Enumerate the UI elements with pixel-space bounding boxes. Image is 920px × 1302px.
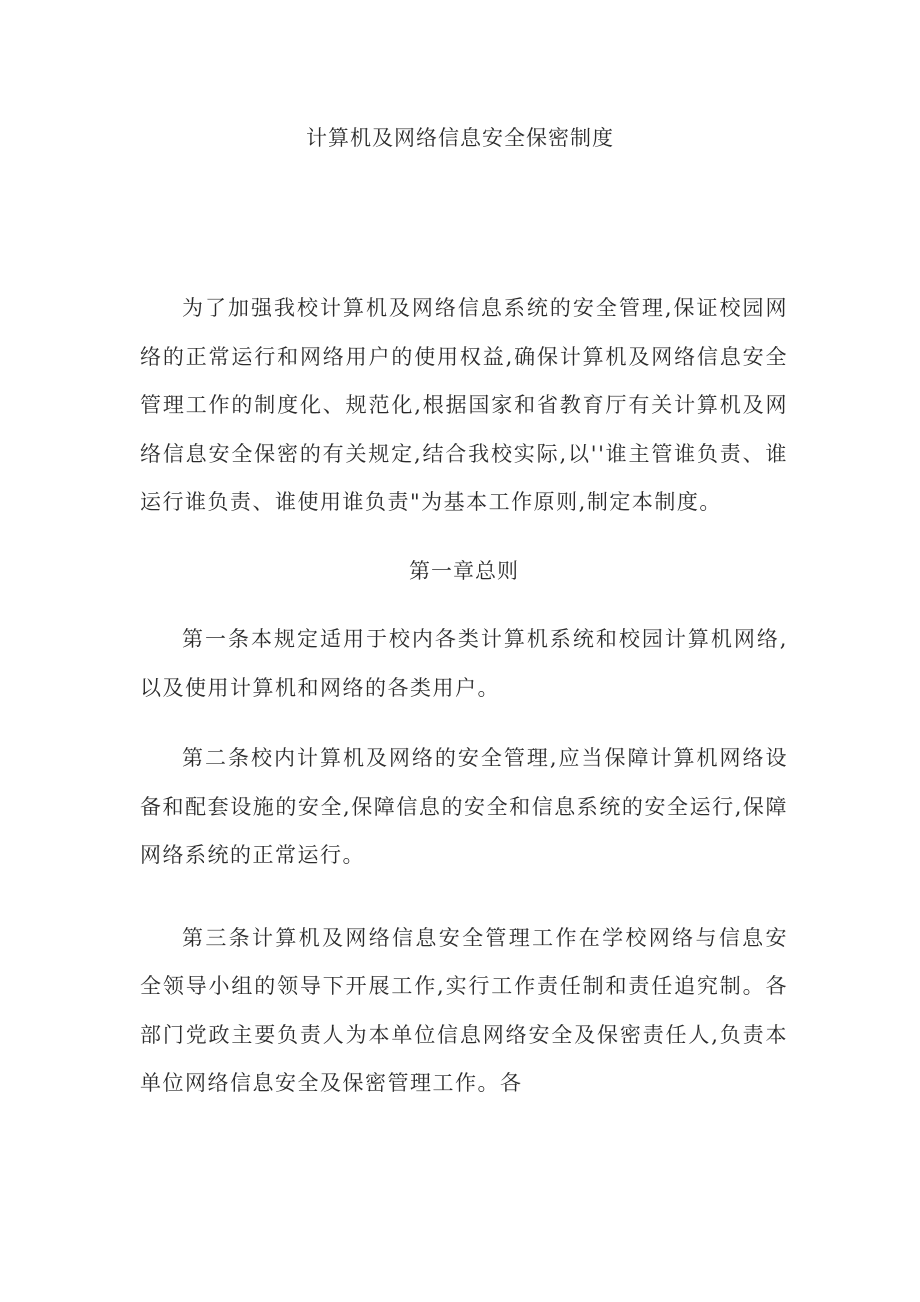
intro-paragraph: 为了加强我校计算机及网络信息系统的安全管理,保证校园网络的正常运行和网络用户的使用权益,确保计算机及网络信息安全管理工作的制度化、规范化,根据国家和省教育厅有关计算机及网络信息安全保密的有关规定,结合我校实际,以''谁主管谁负责、谁运行谁负责、谁使用谁负责"为基本工作原则,制定本制度。 <box>140 296 788 514</box>
document-body <box>140 284 788 1108</box>
article-1: 第一条本规定适用于校内各类计算机系统和校园计算机网络,以及使用计算机和网络的各类用户。 <box>140 627 788 700</box>
chapter-heading: 第一章总则 <box>409 558 519 583</box>
document-title: 计算机及网络信息安全保密制度 <box>306 126 614 150</box>
article-2: 第二条校内计算机及网络的安全管理,应当保障计算机网络设备和配套设施的安全,保障信息的安全和信息系统的安全运行,保障网络系统的正常运行。 <box>140 746 788 867</box>
article-3: 第三条计算机及网络信息安全管理工作在学校网络与信息安全领导小组的领导下开展工作,实行工作责任制和责任追究制。各部门党政主要负责人为本单位信息网络安全及保密责任人,负责本单位网络信息安全及保密管理工作。各 <box>140 925 788 1095</box>
